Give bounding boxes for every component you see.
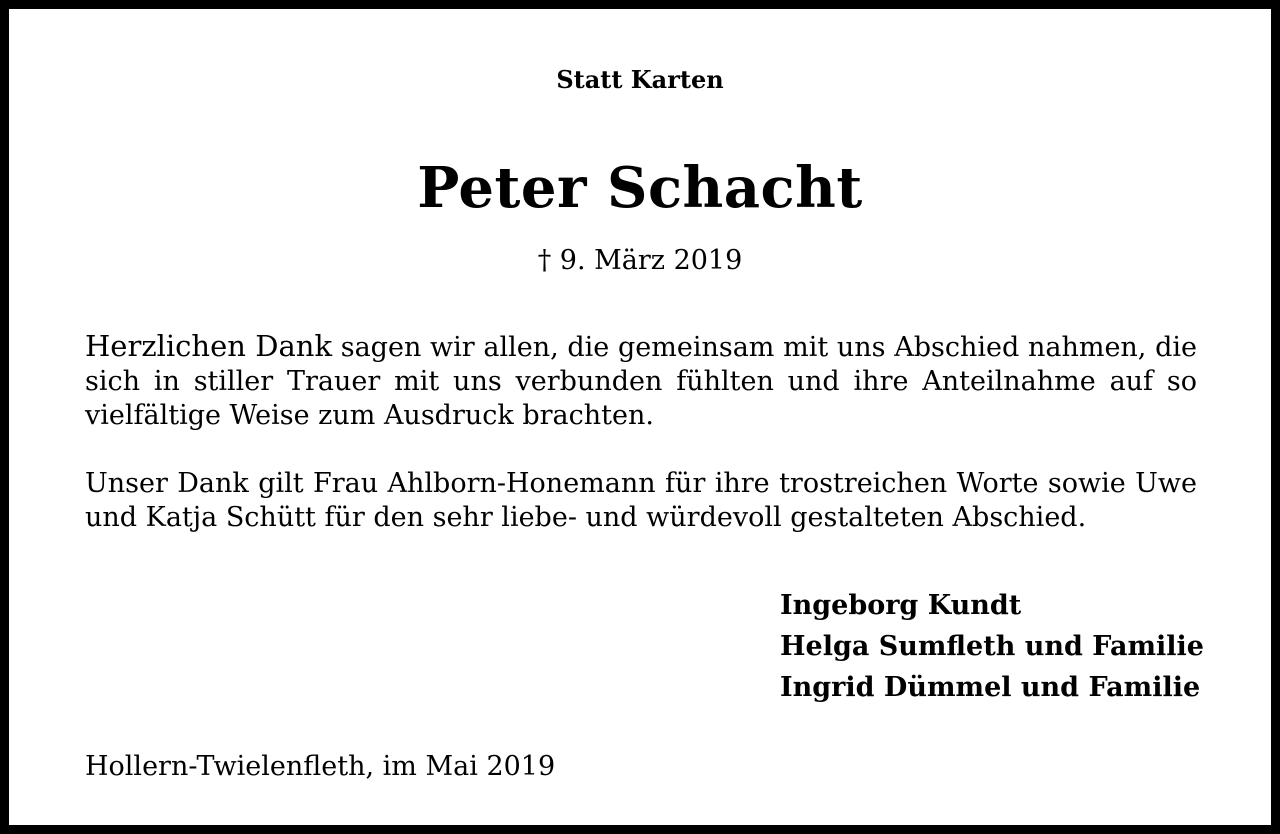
thanks-paragraph (85, 329, 1197, 433)
gratitude-paragraph: Unser Dank gilt Frau Ahlborn-Honemann für ihre trostreichen Worte sowie Uwe und Katja Schütt für den sehr liebe- und würdevoll gestalteten Abschied. (85, 468, 1197, 533)
deceased-name: Peter Schacht (417, 155, 863, 221)
signature-line: Helga Sumfleth und Familie (780, 631, 1204, 662)
notice-header: Statt Karten (556, 65, 724, 94)
place-and-date: Hollern-Twielenfleth, im Mai 2019 (85, 751, 556, 782)
death-date: † 9. März 2019 (537, 245, 743, 276)
signature-line: Ingeborg Kundt (780, 590, 1022, 621)
signatures (780, 585, 1204, 708)
signature-line: Ingrid Dümmel und Familie (780, 672, 1201, 703)
thanks-lead: Herzlichen Dank (85, 329, 333, 363)
thanks-text: sagen wir allen, die gemeinsam mit uns Abschied nahmen, die sich in stiller Trauer mit uns verbunden fühlten und ihre Anteilnahme auf so vielfältige Weise zum Ausdruck brachten. (85, 332, 1197, 431)
